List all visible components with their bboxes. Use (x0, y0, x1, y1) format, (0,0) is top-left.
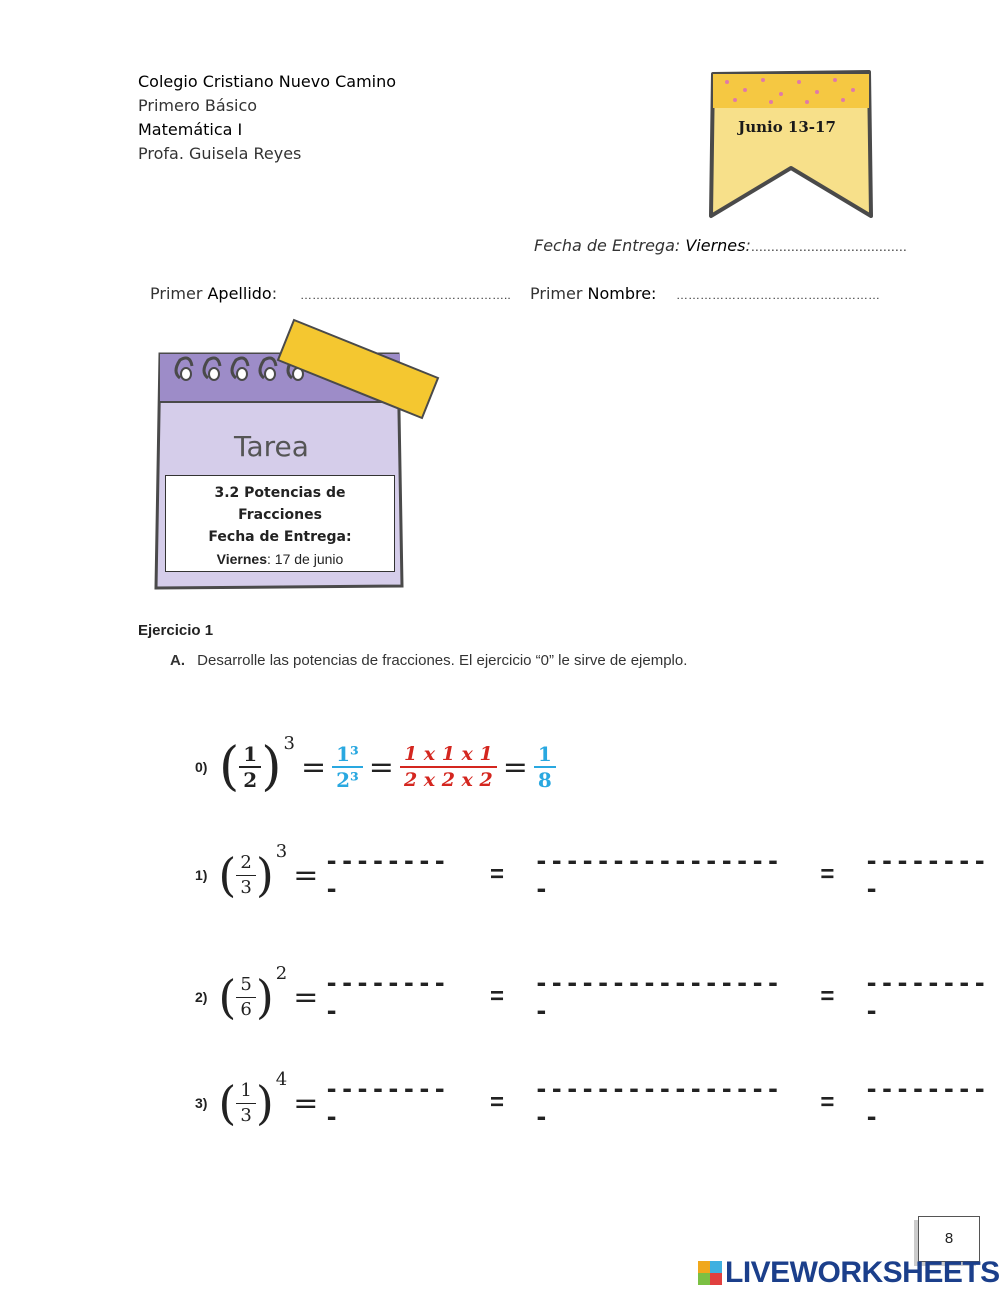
homework-topic-line1: 3.2 Potencias de (214, 485, 346, 501)
problem-label: 3) (195, 1095, 208, 1111)
left-paren: ( (218, 970, 237, 1024)
problem-exponent: 3 (275, 840, 288, 862)
problem-label: 2) (195, 989, 208, 1005)
problem-fraction (236, 851, 255, 900)
liveworksheets-logo (698, 1256, 1000, 1290)
answer-blank-1[interactable]: --------- (324, 847, 448, 903)
homework-topic-line2: Fracciones (238, 507, 322, 523)
homework-due-date-text: : 17 de junio (267, 551, 344, 567)
left-paren: ( (218, 848, 237, 902)
problem-num: 2 (236, 851, 255, 876)
page-number: 8 (944, 1230, 954, 1247)
equals-sign: = (820, 1089, 835, 1116)
banner-flag-icon (705, 68, 875, 220)
example-step2-den: 2 x 2 x 2 (403, 769, 493, 791)
delivery-label: Fecha de Entrega: (534, 236, 686, 255)
left-paren: ( (219, 737, 240, 797)
delivery-colon: : (745, 236, 751, 255)
example-label: 0) (195, 759, 208, 775)
first-name-prefix: Primer (530, 284, 588, 303)
banner-text: Junio 13-17 (738, 118, 836, 136)
answer-blank-2[interactable]: ----------------- (534, 847, 782, 903)
problem-fraction (236, 973, 255, 1022)
school-name: Colegio Cristiano Nuevo Camino (138, 72, 397, 91)
last-name-label: Apellido (207, 284, 272, 303)
left-paren: ( (218, 1076, 237, 1130)
exercise-instruction (170, 652, 687, 669)
example-step1-fraction (332, 742, 363, 792)
example-row (195, 732, 556, 802)
right-paren: ) (261, 737, 282, 797)
exercise-letter: A. (170, 652, 185, 669)
example-result-fraction (534, 742, 556, 792)
problem-exponent: 4 (275, 1068, 288, 1090)
problem-row-2 (195, 962, 1000, 1032)
right-paren: ) (255, 848, 274, 902)
problem-label: 1) (195, 867, 208, 883)
equals-sign: = (502, 749, 528, 785)
exercise-instruction-text: Desarrolle las potencias de fracciones. El ejercicio “0” le sirve de ejemplo. (197, 652, 688, 669)
example-step1-den: 2³ (336, 768, 359, 792)
subject: Matemática I (138, 120, 243, 139)
example-exponent: 3 (283, 732, 295, 754)
example-base-num: 1 (239, 742, 261, 768)
last-name-colon: : (271, 284, 278, 303)
equals-sign: = (820, 861, 835, 888)
first-name-field (530, 284, 656, 303)
problem-exponent: 2 (275, 962, 288, 984)
equals-sign: = (293, 857, 319, 893)
grade: Primero Básico (138, 96, 258, 115)
answer-blank-3[interactable]: --------- (864, 969, 988, 1025)
answer-blank-1[interactable]: --------- (324, 1075, 448, 1131)
problem-den: 6 (240, 998, 252, 1020)
exercise-title: Ejercicio 1 (138, 622, 214, 639)
delivery-day: Viernes (685, 236, 746, 255)
problem-fraction (236, 1079, 255, 1128)
example-step1-num: 1³ (332, 742, 363, 768)
equals-sign: = (490, 861, 505, 888)
equals-sign: = (293, 1085, 319, 1121)
equals-sign: = (368, 749, 394, 785)
equals-sign: = (300, 749, 327, 785)
equals-sign: = (820, 983, 835, 1010)
example-step2-num: 1 x 1 x 1 (400, 742, 497, 768)
date-banner (705, 68, 875, 220)
logo-text: LIVEWORKSHEETS (725, 1256, 1000, 1289)
example-step2-fraction (400, 742, 497, 792)
equals-sign: = (293, 979, 319, 1015)
equals-sign: = (490, 983, 505, 1010)
right-paren: ) (255, 1076, 274, 1130)
answer-blank-3[interactable]: --------- (864, 847, 988, 903)
problem-row-3 (195, 1068, 1000, 1138)
equals-sign: = (490, 1089, 505, 1116)
example-base-fraction (239, 742, 261, 792)
teacher: Profa. Guisela Reyes (138, 144, 302, 163)
first-name-blank[interactable]: …………………………………………… (676, 288, 880, 302)
problem-num: 1 (236, 1079, 255, 1104)
problem-num: 5 (236, 973, 255, 998)
answer-blank-2[interactable]: ----------------- (534, 969, 782, 1025)
homework-due-date (166, 548, 394, 570)
notepad-title: Tarea (234, 430, 309, 463)
problem-row-1 (195, 840, 1000, 910)
last-name-field (150, 284, 277, 303)
example-result-den: 8 (537, 768, 552, 792)
last-name-blank[interactable]: …………………………………………….. (300, 288, 511, 302)
right-paren: ) (255, 970, 274, 1024)
homework-info-box (165, 475, 395, 572)
delivery-blank[interactable]: ………………………………… (750, 240, 907, 254)
problem-den: 3 (240, 1104, 252, 1126)
last-name-prefix: Primer (150, 284, 208, 303)
problem-den: 3 (240, 876, 252, 898)
delivery-line (534, 236, 907, 255)
answer-blank-2[interactable]: ----------------- (534, 1075, 782, 1131)
homework-notepad (150, 318, 445, 593)
answer-blank-1[interactable]: --------- (324, 969, 448, 1025)
homework-due-day: Viernes (216, 551, 268, 567)
example-base-den: 2 (243, 768, 258, 792)
answer-blank-3[interactable]: --------- (864, 1075, 988, 1131)
first-name-label: Nombre: (587, 284, 657, 303)
homework-due-label: Fecha de Entrega: (208, 529, 352, 545)
example-result-num: 1 (534, 742, 556, 768)
logo-badge-icon (698, 1261, 722, 1285)
